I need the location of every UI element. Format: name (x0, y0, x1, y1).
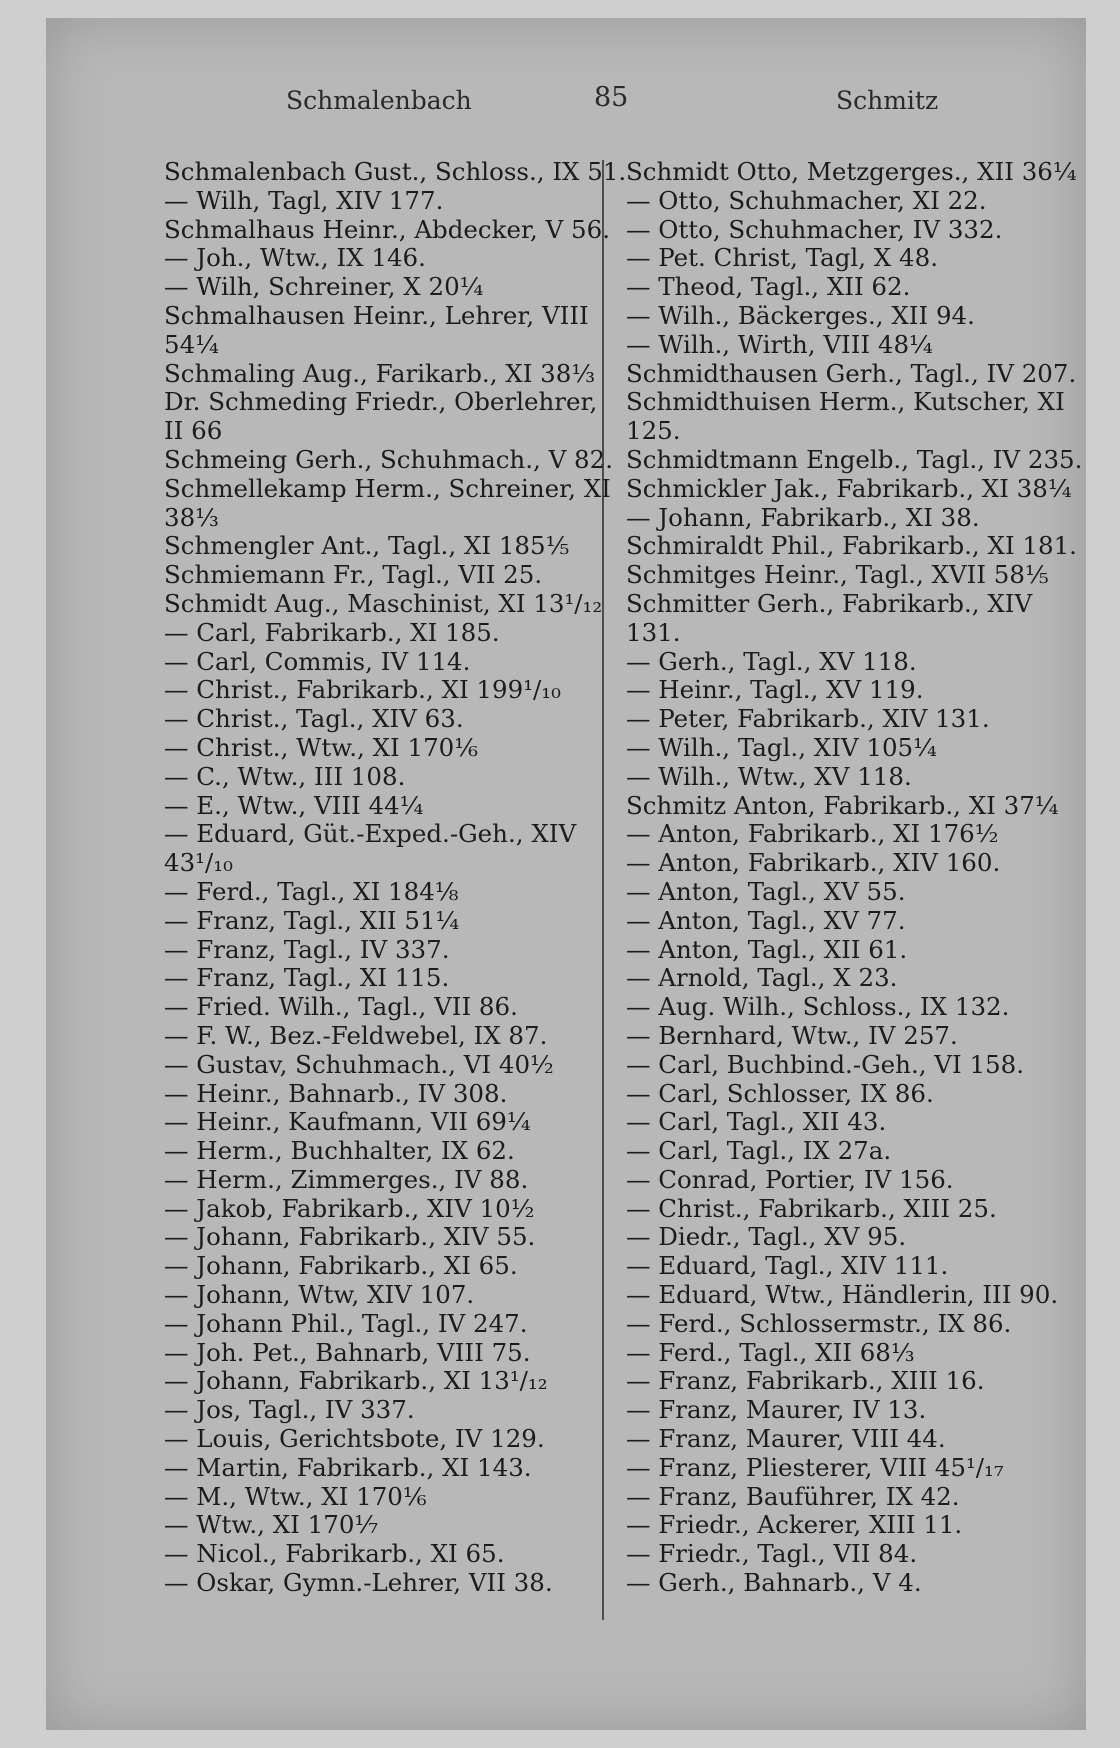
entry-line: — Franz, Maurer, VIII 44. (626, 1424, 946, 1454)
entry-line: — Aug. Wilh., Schloss., IX 132. (626, 992, 1010, 1022)
entry-line: — M., Wtw., XI 170⅙ (164, 1481, 427, 1511)
entry-line: — Christ., Fabrikarb., XIII 25. (626, 1193, 997, 1223)
entry-line: — Martin, Fabrikarb., XI 143. (164, 1452, 532, 1482)
entry-line: — Jos, Tagl., IV 337. (164, 1395, 415, 1425)
entry-line: Schmiraldt Phil., Fabrikarb., XI 181. (626, 531, 1077, 561)
entry-line: — Louis, Gerichtsbote, IV 129. (164, 1424, 545, 1454)
entry-line: 43¹/₁₀ (164, 848, 233, 878)
entry-line: — Anton, Tagl., XII 61. (626, 934, 908, 964)
entry-line: — Johann Phil., Tagl., IV 247. (164, 1308, 528, 1338)
entry-line: — Pet. Christ, Tagl, X 48. (626, 243, 938, 273)
entry-line: — Franz, Tagl., IV 337. (164, 934, 450, 964)
entry-line: Schmellekamp Herm., Schreiner, XI (164, 473, 611, 503)
entry-line: — Arnold, Tagl., X 23. (626, 963, 898, 993)
entry-line: — Peter, Fabrikarb., XIV 131. (626, 704, 990, 734)
header-right-keyword: Schmitz (836, 86, 939, 115)
entry-line: II 66 (164, 416, 223, 446)
entry-line: — Gerh., Tagl., XV 118. (626, 646, 917, 676)
entry-line: — Johann, Fabrikarb., XI 13¹/₁₂ (164, 1366, 548, 1396)
entry-line: — Carl, Fabrikarb., XI 185. (164, 617, 500, 647)
column-divider (602, 160, 604, 1620)
entry-line: — Ferd., Schlossermstr., IX 86. (626, 1308, 1012, 1338)
entry-line: Schmaling Aug., Farikarb., XI 38⅓ (164, 358, 596, 388)
entry-line: — Heinr., Tagl., XV 119. (626, 675, 924, 705)
entry-line: 54¼ (164, 329, 219, 359)
entry-line: — Christ., Tagl., XIV 63. (164, 704, 464, 734)
entry-line: Schmalhausen Heinr., Lehrer, VIII (164, 300, 589, 330)
entry-line: — Carl, Schlosser, IX 86. (626, 1078, 934, 1108)
right-column (626, 157, 1083, 1598)
entry-line: — E., Wtw., VIII 44¼ (164, 790, 424, 820)
entry-line: 125. (626, 416, 681, 446)
entry-line: — Carl, Buchbind.-Geh., VI 158. (626, 1049, 1025, 1079)
entry-line: Schmidt Aug., Maschinist, XI 13¹/₁₂ (164, 588, 603, 618)
entry-line: — Johann, Fabrikarb., XI 65. (164, 1251, 518, 1281)
entry-line: — Heinr., Bahnarb., IV 308. (164, 1078, 508, 1108)
entry-line: Schmalenbach Gust., Schloss., IX 51. (164, 157, 627, 186)
entry-line: — Nicol., Fabrikarb., XI 65. (164, 1539, 505, 1569)
entry-line: Schmitz Anton, Fabrikarb., XI 37¼ (626, 790, 1059, 820)
entry-line: Schmickler Jak., Fabrikarb., XI 38¼ (626, 473, 1072, 503)
entry-line: — Anton, Fabrikarb., XI 176½ (626, 819, 999, 849)
entry-line: — Joh. Pet., Bahnarb, VIII 75. (164, 1337, 531, 1367)
entry-line: — Ferd., Tagl., XII 68⅓ (626, 1337, 915, 1367)
entry-line: — Bernhard, Wtw., IV 257. (626, 1020, 958, 1050)
entry-line: — Herm., Buchhalter, IX 62. (164, 1136, 515, 1166)
entry-line: — F. W., Bez.-Feldwebel, IX 87. (164, 1020, 548, 1050)
entry-line: — Eduard, Güt.-Exped.-Geh., XIV (164, 819, 577, 849)
entry-line: Schmidtmann Engelb., Tagl., IV 235. (626, 444, 1083, 474)
entry-line: — Franz, Tagl., XII 51¼ (164, 905, 460, 935)
entry-line: Schmitges Heinr., Tagl., XVII 58⅕ (626, 560, 1049, 590)
entry-line: — Franz, Tagl., XI 115. (164, 963, 450, 993)
entry-line: — Oskar, Gymn.-Lehrer, VII 38. (164, 1568, 553, 1598)
entry-line: — Anton, Fabrikarb., XIV 160. (626, 848, 1001, 878)
entry-line: — Wilh., Tagl., XIV 105¼ (626, 732, 937, 762)
entry-line: — Otto, Schuhmacher, XI 22. (626, 185, 987, 215)
entry-line: — C., Wtw., III 108. (164, 761, 406, 791)
left-column (164, 158, 644, 1598)
entry-line: — Gustav, Schuhmach., VI 40½ (164, 1049, 554, 1079)
entry-line: Schmeing Gerh., Schuhmach., V 82. (164, 444, 614, 474)
entry-line: — Otto, Schuhmacher, IV 332. (626, 214, 1003, 244)
entry-line: — Fried. Wilh., Tagl., VII 86. (164, 992, 518, 1022)
page-number: 85 (594, 82, 629, 113)
entry-line: — Franz, Maurer, IV 13. (626, 1395, 927, 1425)
entry-line: — Wilh, Tagl, XIV 177. (164, 185, 444, 215)
entry-line: — Christ., Fabrikarb., XI 199¹/₁₀ (164, 675, 561, 705)
entry-line: — Christ., Wtw., XI 170⅙ (164, 732, 479, 762)
entry-line: — Conrad, Portier, IV 156. (626, 1164, 954, 1194)
entry-line: — Franz, Bauführer, IX 42. (626, 1481, 960, 1511)
entry-line: Schmalhaus Heinr., Abdecker, V 56. (164, 214, 611, 244)
entry-line: — Theod, Tagl., XII 62. (626, 272, 911, 302)
entry-line: — Herm., Zimmerges., IV 88. (164, 1164, 529, 1194)
entry-line: — Eduard, Wtw., Händlerin, III 90. (626, 1280, 1059, 1310)
entry-line: — Heinr., Kaufmann, VII 69¼ (164, 1107, 531, 1137)
entry-line: — Franz, Pliesterer, VIII 45¹/₁₇ (626, 1452, 1004, 1482)
entry-line: — Gerh., Bahnarb., V 4. (626, 1568, 922, 1598)
directory-page (46, 18, 1086, 1730)
entry-line: — Johann, Wtw, XIV 107. (164, 1280, 475, 1310)
entry-line: Schmidt Otto, Metzgerges., XII 36¼ (626, 157, 1077, 186)
entry-line: Schmengler Ant., Tagl., XI 185⅕ (164, 531, 570, 561)
entry-line: — Carl, Tagl., IX 27a. (626, 1136, 892, 1166)
entry-line: — Wilh., Wirth, VIII 48¼ (626, 329, 933, 359)
entry-line: — Diedr., Tagl., XV 95. (626, 1222, 907, 1252)
entry-line: — Ferd., Tagl., XI 184⅛ (164, 876, 459, 906)
entry-line: Dr. Schmeding Friedr., Oberlehrer, (164, 387, 598, 417)
entry-line: — Eduard, Tagl., XIV 111. (626, 1251, 949, 1281)
entry-line: — Anton, Tagl., XV 77. (626, 905, 906, 935)
entry-line: — Friedr., Ackerer, XIII 11. (626, 1510, 963, 1540)
entry-line: — Johann, Fabrikarb., XIV 55. (164, 1222, 536, 1252)
entry-line: — Carl, Tagl., XII 43. (626, 1107, 887, 1137)
page-header (46, 78, 1086, 122)
entry-line: — Carl, Commis, IV 114. (164, 646, 471, 676)
entry-line: — Franz, Fabrikarb., XIII 16. (626, 1366, 985, 1396)
header-left-keyword: Schmalenbach (286, 86, 472, 115)
entry-line: 131. (626, 617, 681, 647)
entry-line: — Wilh., Bäckerges., XII 94. (626, 300, 975, 330)
entry-line: — Wtw., XI 170⅐ (164, 1510, 379, 1540)
entry-line: — Wilh, Schreiner, X 20¼ (164, 272, 484, 302)
entry-line: — Friedr., Tagl., VII 84. (626, 1539, 918, 1569)
entry-line: — Jakob, Fabrikarb., XIV 10½ (164, 1193, 535, 1223)
entry-line: 38⅓ (164, 502, 219, 532)
entry-line: Schmitter Gerh., Fabrikarb., XIV (626, 588, 1033, 618)
entry-line: — Joh., Wtw., IX 146. (164, 243, 426, 273)
entry-line: Schmiemann Fr., Tagl., VII 25. (164, 560, 543, 590)
entry-line: — Anton, Tagl., XV 55. (626, 876, 906, 906)
entry-line: — Johann, Fabrikarb., XI 38. (626, 502, 980, 532)
entry-line: — Wilh., Wtw., XV 118. (626, 761, 912, 791)
entry-line: Schmidthuisen Herm., Kutscher, XI (626, 387, 1065, 417)
entry-line: Schmidthausen Gerh., Tagl., IV 207. (626, 358, 1077, 388)
